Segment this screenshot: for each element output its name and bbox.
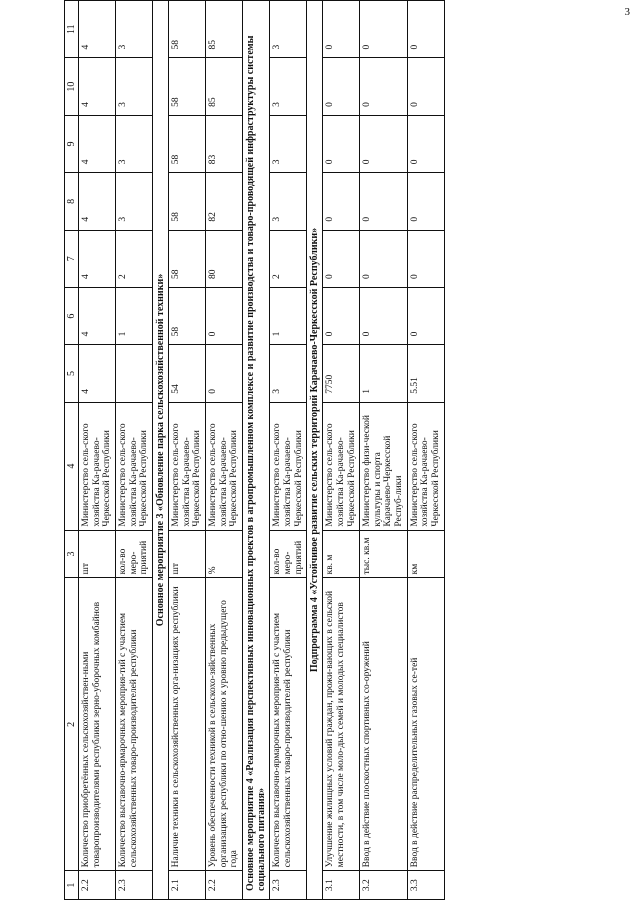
- value-cell: 4: [79, 173, 116, 230]
- value-cell: 0: [407, 115, 444, 172]
- value-cell: 58: [169, 173, 206, 230]
- indicator-name: Улучшение жилищных условий граждан, прожи-вающих в сельской местности, в том числе моло-дых семей и молодых специалистов: [323, 578, 360, 871]
- unit-cell: шт: [169, 530, 206, 578]
- value-cell: 0: [323, 287, 360, 344]
- value-cell: 3: [270, 115, 307, 172]
- executor-cell: Министерство физи-ческой культуры и спорта Карачаево-Черкесской Респуб-лики: [360, 402, 408, 530]
- value-cell: 0: [360, 1, 408, 58]
- unit-cell: шт: [79, 530, 116, 578]
- executor-cell: Министерство сель-ского хозяйства Ка-рачаево-Черкесской Республики: [323, 402, 360, 530]
- header-cell: 2: [65, 578, 79, 871]
- row-number: 2.3: [116, 871, 153, 900]
- header-cell: 8: [65, 173, 79, 230]
- row-number: 3.3: [407, 871, 444, 900]
- value-cell: 3: [270, 173, 307, 230]
- header-row: [65, 1, 79, 900]
- value-cell: 2: [116, 230, 153, 287]
- value-cell: 0: [407, 1, 444, 58]
- indicator-name: Количество выставочно-ярмарочных мероприя-тий с участием сельскохозяйственных товаро-производителей республики: [116, 578, 153, 871]
- section-heading: Подпрограмма 4 «Устойчивое развитие сельских территорий Карачаево-Черкесской Республики»: [307, 1, 323, 900]
- value-cell: 0: [407, 287, 444, 344]
- value-cell: 0: [323, 1, 360, 58]
- indicator-name: Уровень обеспеченности техникой в сельскохо-зяйственных организациях республики по отно-шению к уровню предыдущего года: [206, 578, 243, 871]
- row-number: 3.1: [323, 871, 360, 900]
- value-cell: 1: [116, 287, 153, 344]
- header-cell: 11: [65, 1, 79, 58]
- table-row: [270, 1, 307, 900]
- value-cell: 0: [323, 230, 360, 287]
- executor-cell: Министерство сель-ского хозяйства Ка-рачаево-Черкесской Республики: [79, 402, 116, 530]
- unit-cell: км: [407, 530, 444, 578]
- value-cell: 4: [79, 1, 116, 58]
- executor-cell: Министерство сель-ского хозяйства Ка-рачаево-Черкесской Республики: [206, 402, 243, 530]
- value-cell: 0: [407, 173, 444, 230]
- table-row: [79, 1, 116, 900]
- value-cell: 0: [360, 230, 408, 287]
- value-cell: 3: [270, 1, 307, 58]
- value-cell: 54: [169, 345, 206, 402]
- value-cell: 0: [360, 115, 408, 172]
- header-cell: 10: [65, 58, 79, 115]
- value-cell: 3: [270, 345, 307, 402]
- indicator-name: Количество выставочно-ярмарочных мероприя-тий с участием сельскохозяйственных товаро-производителей республики: [270, 578, 307, 871]
- unit-cell: кв. м: [323, 530, 360, 578]
- value-cell: 0: [206, 287, 243, 344]
- value-cell: 82: [206, 173, 243, 230]
- value-cell: 0: [360, 287, 408, 344]
- header-cell: 5: [65, 345, 79, 402]
- executor-cell: Министерство сель-ского хозяйства Ка-рачаево-Черкесской Республики: [270, 402, 307, 530]
- value-cell: 5.51: [407, 345, 444, 402]
- section-heading-row: [242, 1, 269, 900]
- header-cell: 9: [65, 115, 79, 172]
- value-cell: [116, 345, 153, 402]
- indicator-name: Ввод в действие распределительных газовых се-тей: [407, 578, 444, 871]
- section-heading: Основное мероприятие 3 «Обновление парка сельскохозяйственной техники»: [152, 1, 168, 900]
- unit-cell: тыс. кв.м: [360, 530, 408, 578]
- value-cell: 3: [270, 58, 307, 115]
- executor-cell: Министерство сель-ского хозяйства Ка-рачаево-Черкесской Республики: [116, 402, 153, 530]
- executor-cell: Министерство сель-ского хозяйства Ка-рачаево-Черкесской Республики: [169, 402, 206, 530]
- value-cell: 0: [323, 173, 360, 230]
- table-row: [323, 1, 360, 900]
- value-cell: 0: [323, 58, 360, 115]
- value-cell: 4: [79, 345, 116, 402]
- section-heading-row: [307, 1, 323, 900]
- indicators-table: [64, 0, 445, 900]
- value-cell: 0: [323, 115, 360, 172]
- value-cell: 4: [79, 230, 116, 287]
- header-cell: 7: [65, 230, 79, 287]
- indicator-name: Наличие техники в сельскохозяйственных орга-низациях республики: [169, 578, 206, 871]
- value-cell: 85: [206, 1, 243, 58]
- value-cell: 0: [407, 58, 444, 115]
- value-cell: 3: [116, 58, 153, 115]
- value-cell: 4: [79, 115, 116, 172]
- indicator-name: Количество приобретённых сельскохозяйствен-ными товаропроизводителями республики зерно-уборочных комбайнов: [79, 578, 116, 871]
- value-cell: 3: [116, 1, 153, 58]
- header-cell: 6: [65, 287, 79, 344]
- value-cell: 58: [169, 1, 206, 58]
- row-number: 3.2: [360, 871, 408, 900]
- value-cell: 0: [360, 173, 408, 230]
- section-heading: Основное мероприятие 4 «Реализация перспективных инновационных проектов в агропромышленном комплексе и развитие производства и товаро-проводящей инфраструктуры системы социального питания»: [242, 1, 269, 900]
- section-heading-row: [152, 1, 168, 900]
- executor-cell: Министерство сель-ского хозяйства Ка-рачаево-Черкесской Республики: [407, 402, 444, 530]
- value-cell: 58: [169, 287, 206, 344]
- value-cell: 2: [270, 230, 307, 287]
- value-cell: 1: [360, 345, 408, 402]
- value-cell: 83: [206, 115, 243, 172]
- unit-cell: %: [206, 530, 243, 578]
- rotated-table-sheet: [64, 0, 624, 900]
- value-cell: 7750: [323, 345, 360, 402]
- row-number: 2.2: [79, 871, 116, 900]
- value-cell: 80: [206, 230, 243, 287]
- value-cell: 58: [169, 230, 206, 287]
- value-cell: 3: [116, 173, 153, 230]
- value-cell: 4: [79, 58, 116, 115]
- value-cell: 0: [407, 230, 444, 287]
- value-cell: 58: [169, 115, 206, 172]
- table-row: [169, 1, 206, 900]
- table-row: [407, 1, 444, 900]
- value-cell: 85: [206, 58, 243, 115]
- unit-cell: кол-во меро-приятий: [116, 530, 153, 578]
- value-cell: 1: [270, 287, 307, 344]
- header-cell: 1: [65, 871, 79, 900]
- row-number: 2.1: [169, 871, 206, 900]
- value-cell: 4: [79, 287, 116, 344]
- value-cell: 0: [206, 345, 243, 402]
- value-cell: 0: [360, 58, 408, 115]
- row-number: 2.3: [270, 871, 307, 900]
- table-row: [206, 1, 243, 900]
- row-number: 2.2: [206, 871, 243, 900]
- indicator-name: Ввод в действие плоскостных спортивных со-оружений: [360, 578, 408, 871]
- table-row: [360, 1, 408, 900]
- table-row: [116, 1, 153, 900]
- page-number: 3: [624, 6, 630, 18]
- value-cell: 3: [116, 115, 153, 172]
- header-cell: 4: [65, 402, 79, 530]
- unit-cell: кол-во меро-приятий: [270, 530, 307, 578]
- value-cell: 58: [169, 58, 206, 115]
- header-cell: 3: [65, 530, 79, 578]
